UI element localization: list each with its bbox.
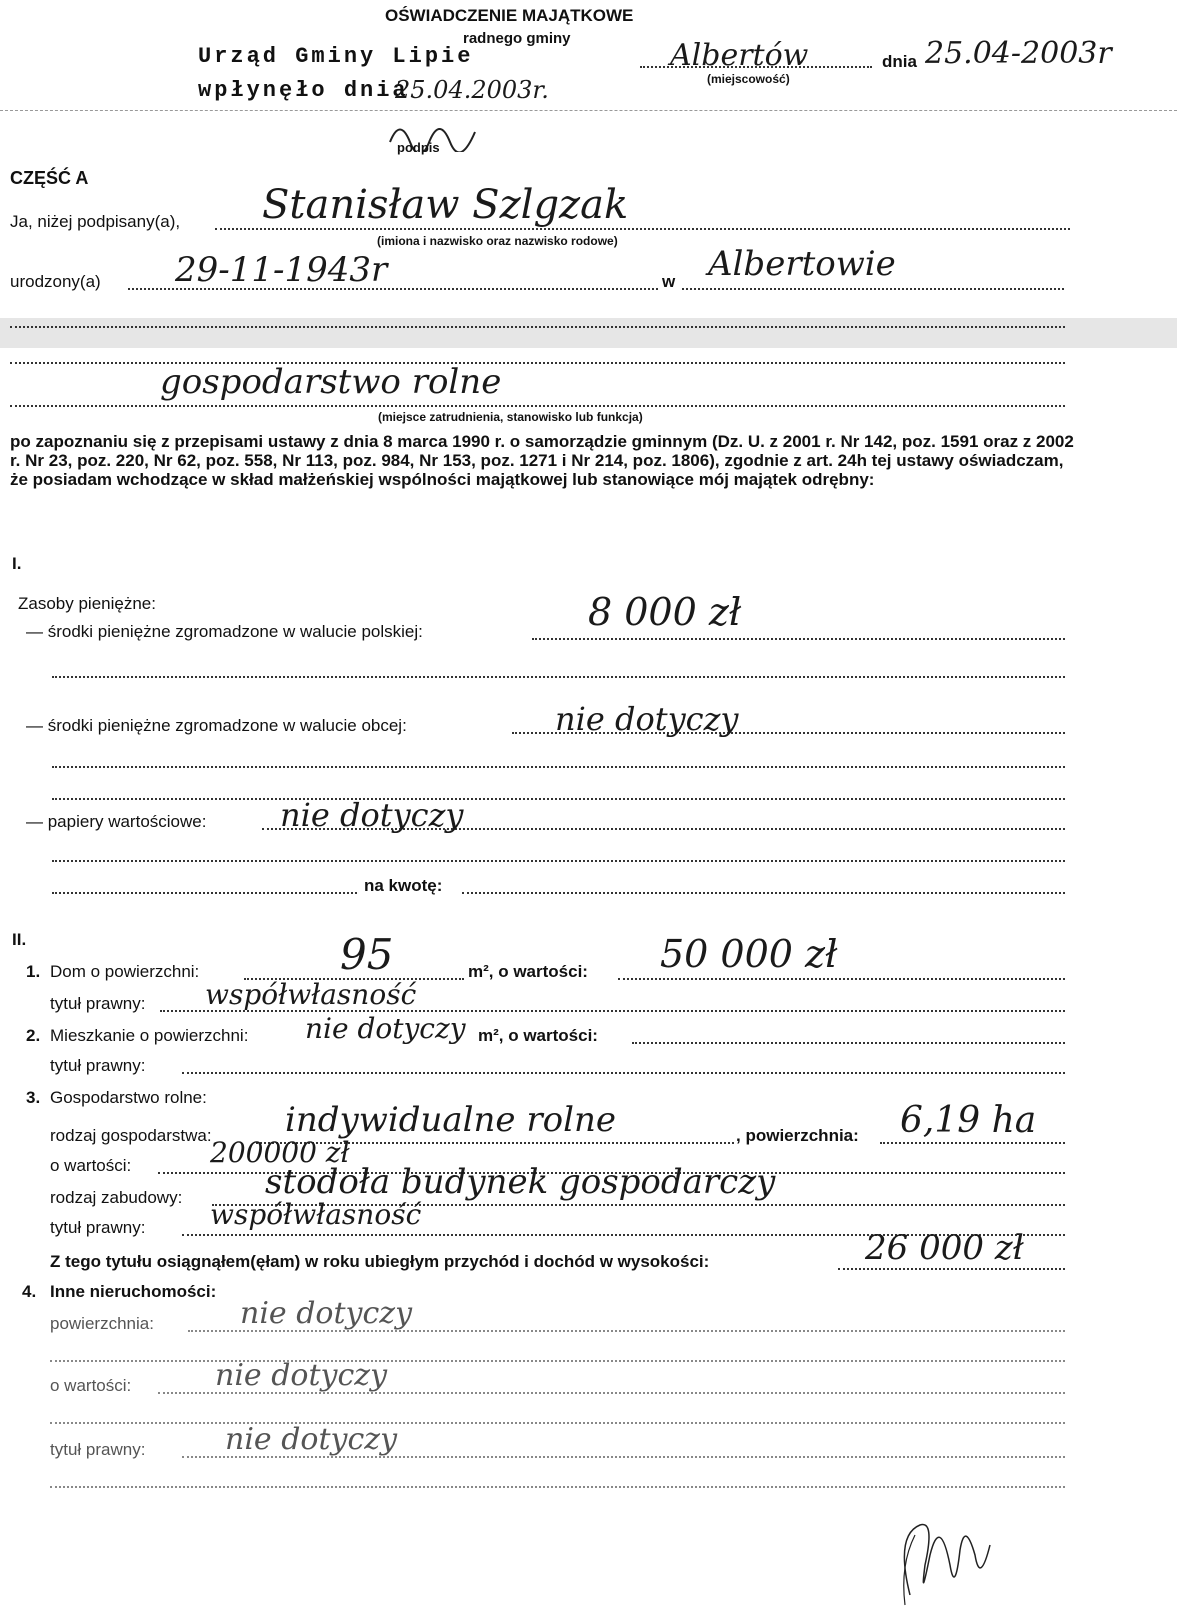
securities-value: nie dotyczy	[280, 796, 464, 834]
securities-label: — papiery wartościowe:	[26, 812, 207, 831]
other-worth-label: o wartości:	[50, 1376, 132, 1395]
foreign-extra-line-1	[52, 766, 1065, 768]
farm-build-label: rodzaj zabudowy:	[50, 1188, 183, 1207]
signature-scribble	[880, 1495, 1000, 1615]
farm-label: Gospodarstwo rolne:	[50, 1088, 207, 1107]
income-line	[838, 1268, 1065, 1270]
pln-extra-line	[52, 676, 1065, 678]
part-a-heading: CZĘŚĆ A	[10, 168, 89, 188]
farm-area-value: 6,19 ha	[900, 1100, 1037, 1141]
flat-title-line	[182, 1072, 1065, 1074]
income-value: 26 000 zł	[865, 1228, 1024, 1268]
foreign-extra-line-2	[52, 798, 1065, 800]
flat-m2-label: m², o wartości:	[478, 1026, 598, 1045]
house-value-line	[618, 978, 1065, 980]
house-value: 50 000 zł	[660, 932, 838, 976]
other-area-value: nie dotyczy	[240, 1296, 413, 1331]
other-area-label: powierzchnia:	[50, 1314, 154, 1333]
farm-title-value: współwłasność	[210, 1198, 422, 1231]
other-title-label: tytuł prawny:	[50, 1440, 146, 1459]
name-caption: (imiona i nazwisko oraz nazwisko rodowe)	[377, 234, 618, 248]
name-line	[215, 228, 1070, 230]
flat-area-value: nie dotyczy	[305, 1012, 466, 1045]
scan-top-rule	[0, 110, 1177, 111]
house-area-value: 95	[340, 930, 394, 979]
section1-heading: Zasoby pieniężne:	[18, 594, 156, 613]
born-label: urodzony(a)	[10, 272, 101, 291]
date-value: 25.04-2003r	[925, 36, 1112, 71]
pln-label: — środki pieniężne zgromadzone w walucie polskiej:	[26, 622, 423, 641]
extra-line-1	[10, 326, 1065, 328]
declaration-text: po zapoznaniu się z przepisami ustawy z dnia 8 marca 1990 r. o samorządzie gminnym (Dz. U. z 2001 r. Nr 142, poz. 1591 oraz z 2002 r. Nr 23, poz. 220, Nr 62, poz. 558, Nr 113, poz. 984, Nr 153, poz. 1271 i Nr 214, poz. 1806), zgodnie z art. 24h tej ustawy oświadczam, że posiadam wchodzące w skład małżeńskiej wspólności majątkowej lub stanowiące mój majątek odrębny:	[10, 432, 1074, 489]
other-worth-extra-line	[50, 1422, 1065, 1424]
stamp-office: Urząd Gminy Lipie	[198, 44, 474, 69]
farm-worth-label: o wartości:	[50, 1156, 132, 1175]
born-place-value: Albertowie	[708, 244, 896, 284]
born-place-line	[682, 288, 1064, 290]
income-label: Z tego tytułu osiągnąłem(ęłam) w roku ubiegłym przychód i dochód w wysokości:	[50, 1252, 710, 1271]
farm-worth-value: 200000 zł	[210, 1136, 350, 1169]
house-number: 1.	[26, 962, 41, 981]
flat-label: Mieszkanie o powierzchni:	[50, 1026, 249, 1045]
date-label: dnia	[882, 52, 917, 71]
other-worth-value: nie dotyczy	[215, 1358, 388, 1393]
amount-prefix-line	[52, 892, 357, 894]
employment-caption: (miejsce zatrudnienia, stanowisko lub funkcja)	[378, 410, 643, 424]
flat-value-line	[632, 1042, 1065, 1044]
farm-type-label: rodzaj gospodarstwa:	[50, 1126, 212, 1145]
flat-title-label: tytuł prawny:	[50, 1056, 146, 1075]
section1-number: I.	[12, 554, 22, 573]
flat-number: 2.	[26, 1026, 41, 1045]
other-title-value: nie dotyczy	[225, 1422, 398, 1457]
foreign-label: — środki pieniężne zgromadzone w walucie obcej:	[26, 716, 407, 735]
section2-number: II.	[12, 930, 27, 949]
amount-line	[462, 892, 1065, 894]
securities-extra-line	[52, 860, 1065, 862]
employment-line	[10, 405, 1065, 407]
employment-value: gospodarstwo rolne	[160, 362, 502, 402]
house-label: Dom o powierzchni:	[50, 962, 200, 981]
born-in-label: w	[662, 272, 676, 291]
amount-label: na kwotę:	[364, 876, 443, 895]
name-value: Stanisław Szlgzak	[262, 182, 629, 228]
name-label: Ja, niżej podpisany(a),	[10, 212, 181, 231]
farm-build-value: stodoła budynek gospodarczy	[265, 1162, 776, 1202]
other-area-extra-line	[50, 1360, 1065, 1362]
pln-value: 8 000 zł	[588, 590, 742, 634]
document-title: OŚWIADCZENIE MAJĄTKOWE	[385, 6, 634, 25]
pln-line	[532, 638, 1065, 640]
stamp-received-label: wpłynęło dnia	[198, 78, 409, 103]
born-date-value: 29-11-1943r	[175, 250, 388, 290]
farm-area-line	[880, 1142, 1065, 1144]
other-label: Inne nieruchomości:	[50, 1282, 217, 1301]
house-title-value: współwłasność	[205, 978, 417, 1011]
place-caption: (miejscowość)	[707, 72, 790, 86]
stamp-signature-label: podpis	[397, 140, 440, 155]
farm-type-value: indywidualne rolne	[285, 1100, 616, 1140]
house-m2-label: m², o wartości:	[468, 962, 588, 981]
document-subtitle: radnego gminy	[463, 30, 571, 47]
other-title-extra-line	[50, 1486, 1065, 1488]
farm-area-label: , powierzchnia:	[736, 1126, 859, 1145]
stamp-received-date: 25.04.2003r.	[395, 76, 549, 104]
other-number: 4.	[22, 1282, 37, 1301]
house-title-label: tytuł prawny:	[50, 994, 146, 1013]
scan-grey-band	[0, 318, 1177, 348]
place-value: Albertów	[670, 38, 809, 73]
farm-number: 3.	[26, 1088, 41, 1107]
farm-title-label: tytuł prawny:	[50, 1218, 146, 1237]
foreign-value: nie dotyczy	[555, 700, 739, 738]
